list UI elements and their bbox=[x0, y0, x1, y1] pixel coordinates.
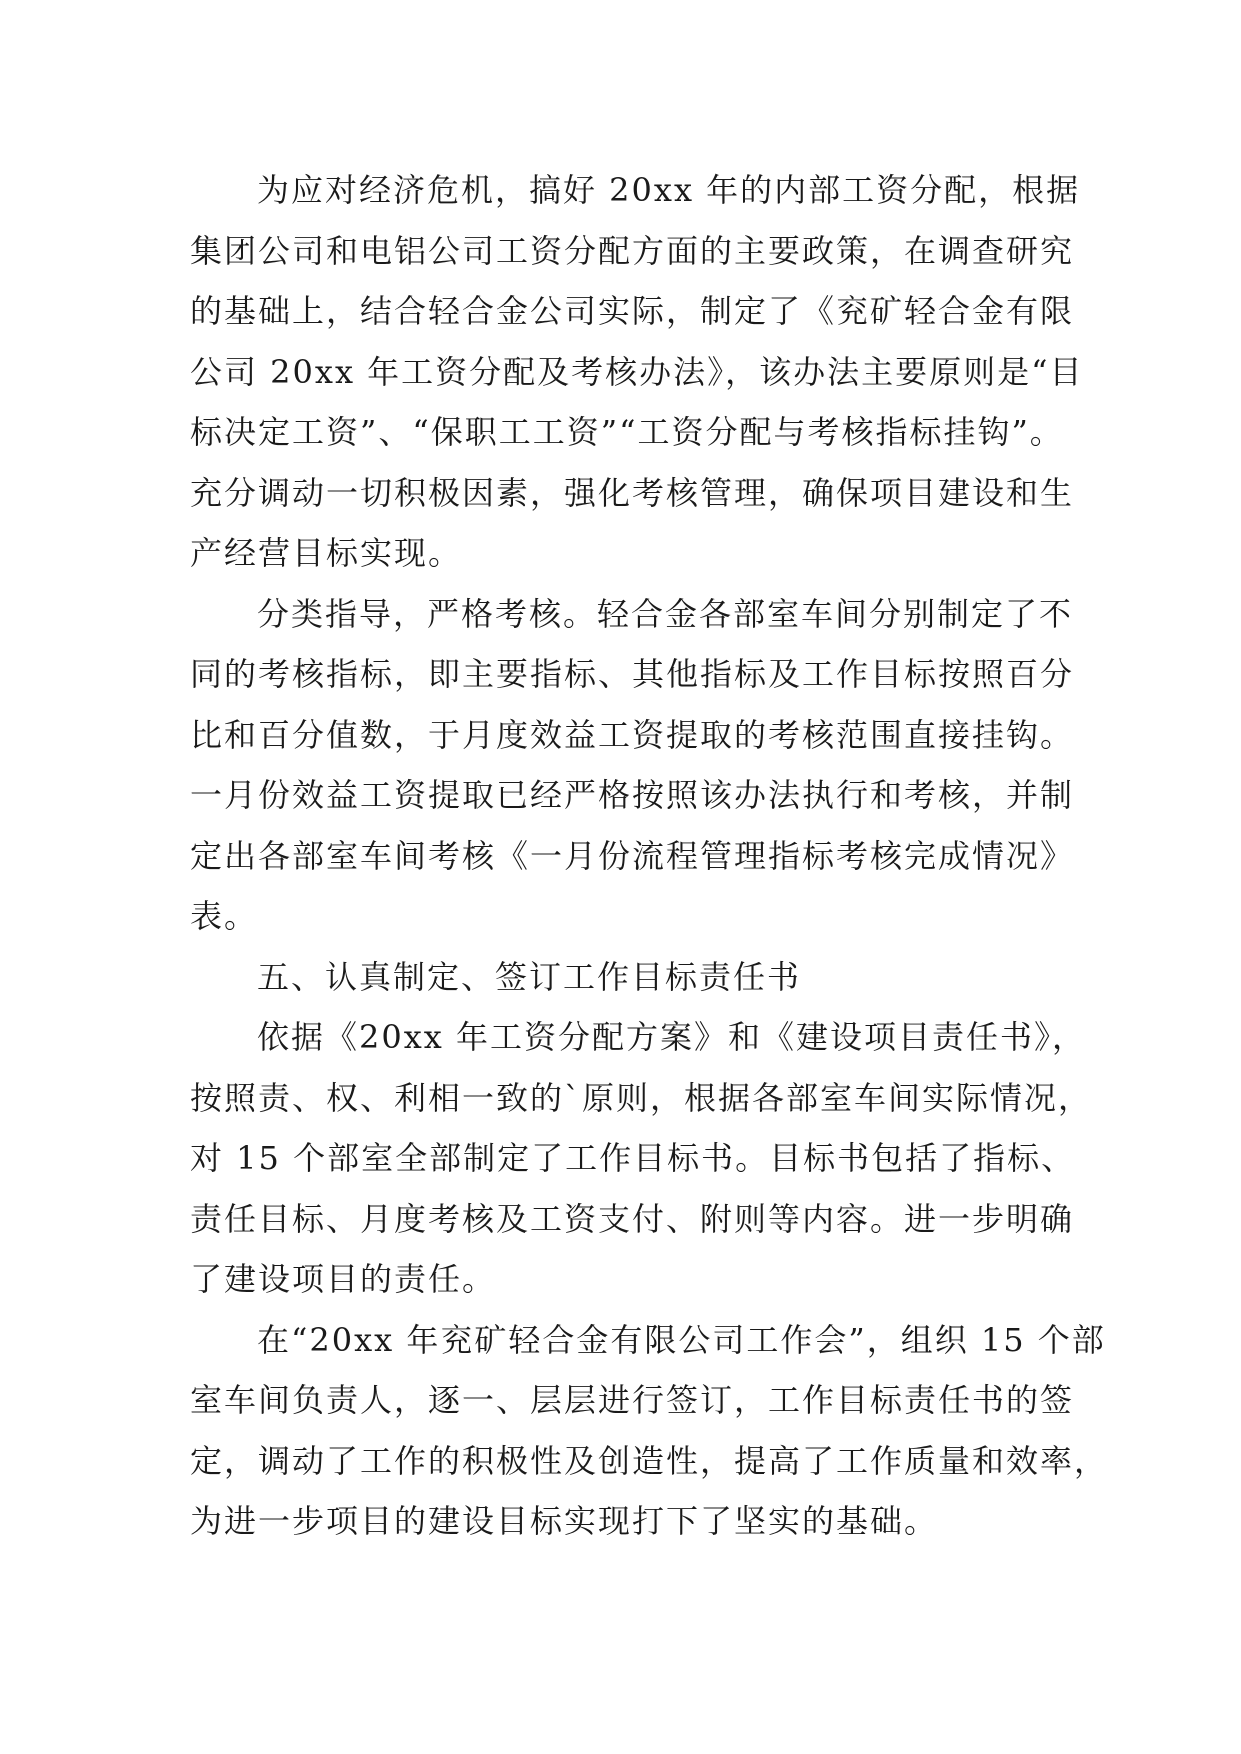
text-line: 定出各部室车间考核《一月份流程管理指标考核完成情况》 bbox=[190, 836, 1075, 875]
text-line: 按照责、权、利相一致的`原则，根据各部室车间实际情况， bbox=[190, 1078, 1093, 1117]
text-line: 责任目标、月度考核及工资支付、附则等内容。进一步明确 bbox=[190, 1199, 1075, 1238]
text-line: 对 15 个部室全部制定了工作目标书。目标书包括了指标、 bbox=[190, 1139, 1076, 1177]
text-line: 一月份效益工资提取已经严格按照该办法执行和考核，并制 bbox=[190, 776, 1075, 814]
text-line: 产经营目标实现。 bbox=[190, 534, 463, 572]
text-line: 比和百分值数，于月度效益工资提取的考核范围直接挂钩。 bbox=[190, 715, 1075, 754]
text-line: 了建设项目的责任。 bbox=[190, 1260, 497, 1298]
text-line: 同的考核指标，即主要指标、其他指标及工作目标按照百分 bbox=[190, 655, 1075, 693]
text-line: 室车间负责人，逐一、层层进行签订，工作目标责任书的签 bbox=[190, 1381, 1075, 1419]
text-line: 分类指导，严格考核。轻合金各部室车间分别制定了不 bbox=[257, 594, 1074, 633]
text-line: 依据《20xx 年工资分配方案》和《建设项目责任书》， bbox=[257, 1018, 1086, 1056]
text-line: 为应对经济危机，搞好 20xx 年的内部工资分配，根据 bbox=[257, 171, 1081, 209]
text-line: 公司 20xx 年工资分配及考核办法》，该办法主要原则是“目 bbox=[190, 352, 1084, 391]
document-body bbox=[190, 160, 1109, 1552]
text-line: 五、认真制定、签订工作目标责任书 bbox=[257, 957, 802, 996]
text-line: 表。 bbox=[190, 897, 259, 935]
text-line: 为进一步项目的建设目标实现打下了坚实的基础。 bbox=[190, 1502, 939, 1540]
text-line: 充分调动一切积极因素，强化考核管理，确保项目建设和生 bbox=[190, 473, 1075, 512]
text-line: 集团公司和电铝公司工资分配方面的主要政策，在调查研究 bbox=[190, 231, 1075, 270]
text-line: 在“20xx 年兖矿轻合金有限公司工作会”，组织 15 个部 bbox=[257, 1320, 1106, 1359]
text-line: 标决定工资”、“保职工工资”“工资分配与考核指标挂钩”。 bbox=[190, 413, 1064, 451]
text-line: 定，调动了工作的积极性及创造性，提高了工作质量和效率， bbox=[190, 1441, 1109, 1480]
text-line: 的基础上，结合轻合金公司实际，制定了《兖矿轻合金有限 bbox=[190, 292, 1075, 330]
